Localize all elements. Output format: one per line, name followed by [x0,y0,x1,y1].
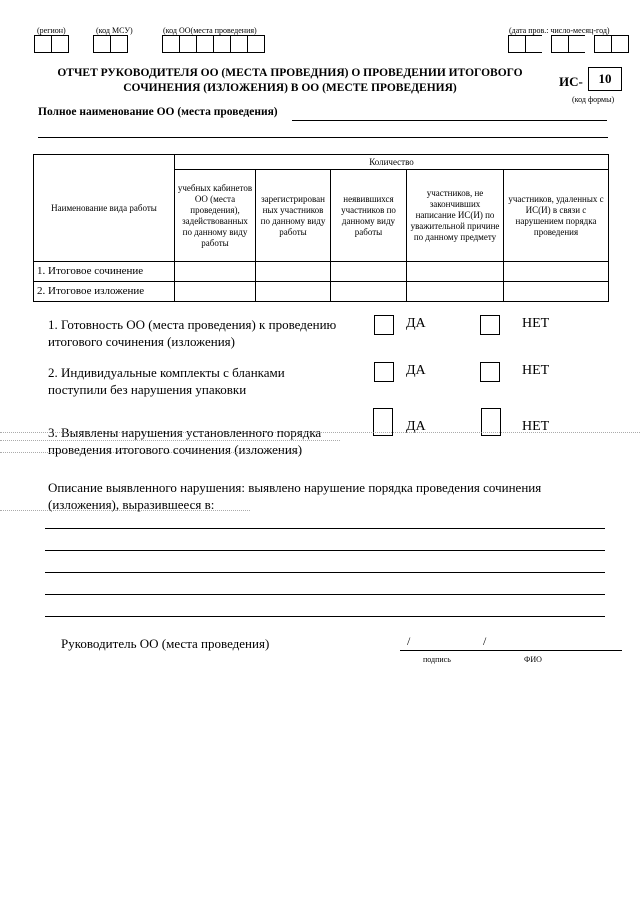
oo-label: (код ОО(места проведения) [163,26,257,35]
q2-yes-checkbox[interactable] [374,362,394,382]
form-code-number: 10 [588,67,622,91]
signature-slash-2: / [483,634,487,648]
q1-no-label: НЕТ [522,316,550,331]
signature-field[interactable] [400,650,622,651]
col-header-not-finished: участников, не закончивших написание ИС(И) по уважительной причине по данному предмету [407,170,504,262]
row-label-essay: 1. Итоговое сочинение [34,262,175,282]
q3-yes-label: ДА [406,419,426,434]
date-label: (дата пров.: число-месяц-год) [509,26,610,35]
quantity-header: Количество [175,155,609,170]
violation-description [48,479,541,513]
title-line-1: ОТЧЕТ РУКОВОДИТЕЛЯ ОО (МЕСТА ПРОВЕДНИЯ) О ПРОВЕДЕНИИ ИТОГОВОГО [57,67,523,79]
signature-label: Руководитель ОО (места проведения) [61,636,270,651]
table-cell[interactable] [407,262,504,282]
col-header-rooms: учебных кабинетов ОО (места проведения), задействованных по данному виду работы [175,170,256,262]
q1-yes-checkbox[interactable] [374,315,394,335]
table-cell[interactable] [331,282,407,302]
q3-no-label: НЕТ [522,419,550,434]
col-header-removed: участников, удаленных с ИС(И) в связи с нарушением порядка проведения [504,170,609,262]
region-code-cells[interactable] [34,35,68,53]
table-row [34,262,609,282]
q2-yes-label: ДА [406,363,426,378]
form-code-label: (код формы) [572,95,615,104]
org-name-field[interactable] [292,120,607,121]
msu-label: (код МСУ) [96,26,133,35]
work-stats-table [33,154,609,302]
violation-line-field[interactable] [45,594,605,595]
violation-line-field[interactable] [45,528,605,529]
table-cell[interactable] [504,262,609,282]
violation-line-2: (изложения), выразившееся в: [48,497,215,512]
title-line-2: СОЧИНЕНИЯ (ИЗЛОЖЕНИЯ) В ОО (МЕСТЕ ПРОВЕДЕНИЯ) [123,82,457,94]
question-2 [48,364,285,398]
table-cell[interactable] [256,282,331,302]
question-1-line-1: 1. Готовность ОО (места проведения) к проведению [48,317,337,332]
table-cell[interactable] [407,282,504,302]
question-2-line-1: 2. Индивидуальные комплекты с бланками [48,365,285,380]
fio-label: ФИО [524,655,542,664]
row-label-exposition: 2. Итоговое изложение [34,282,175,302]
q2-no-checkbox[interactable] [480,362,500,382]
table-row [34,282,609,302]
violation-line-field[interactable] [45,550,605,551]
scan-noise [0,440,340,441]
violation-line-field[interactable] [45,616,605,617]
scan-noise [0,452,300,453]
msu-code-cells[interactable] [93,35,127,53]
table-cell[interactable] [331,262,407,282]
date-cells[interactable] [508,35,628,53]
table-cell[interactable] [256,262,331,282]
q1-no-checkbox[interactable] [480,315,500,335]
question-3-line-1: 3. Выявлены нарушения установленного порядка [48,425,322,440]
table-cell[interactable] [175,262,256,282]
region-label: (регион) [37,26,66,35]
table-cell[interactable] [175,282,256,302]
violation-line-1: Описание выявленного нарушения: выявлено нарушение порядка проведения сочинения [48,480,542,495]
name-header: Наименование вида работы [34,155,175,262]
org-name-field-line-2[interactable] [38,137,608,138]
sign-label: подпись [423,655,451,664]
question-2-line-2: поступили без нарушения упаковки [48,382,247,397]
q2-no-label: НЕТ [522,363,550,378]
col-header-absent: неявившихся участников по данному виду работы [331,170,407,262]
org-name-label: Полное наименование ОО (места проведения) [38,106,278,118]
question-1-line-2: итогового сочинения (изложения) [48,334,235,349]
col-header-registered: зарегистрирован ных участников по данному виду работы [256,170,331,262]
form-code-prefix: ИС- [559,74,583,89]
question-3-line-2: проведения итогового сочинения (изложения) [48,442,303,457]
table-cell[interactable] [504,282,609,302]
violation-line-field[interactable] [45,572,605,573]
report-title [40,66,540,96]
signature-slash-1: / [407,634,411,648]
oo-code-cells[interactable] [162,35,264,53]
q1-yes-label: ДА [406,316,426,331]
question-1 [48,316,336,350]
scan-noise [0,432,640,433]
